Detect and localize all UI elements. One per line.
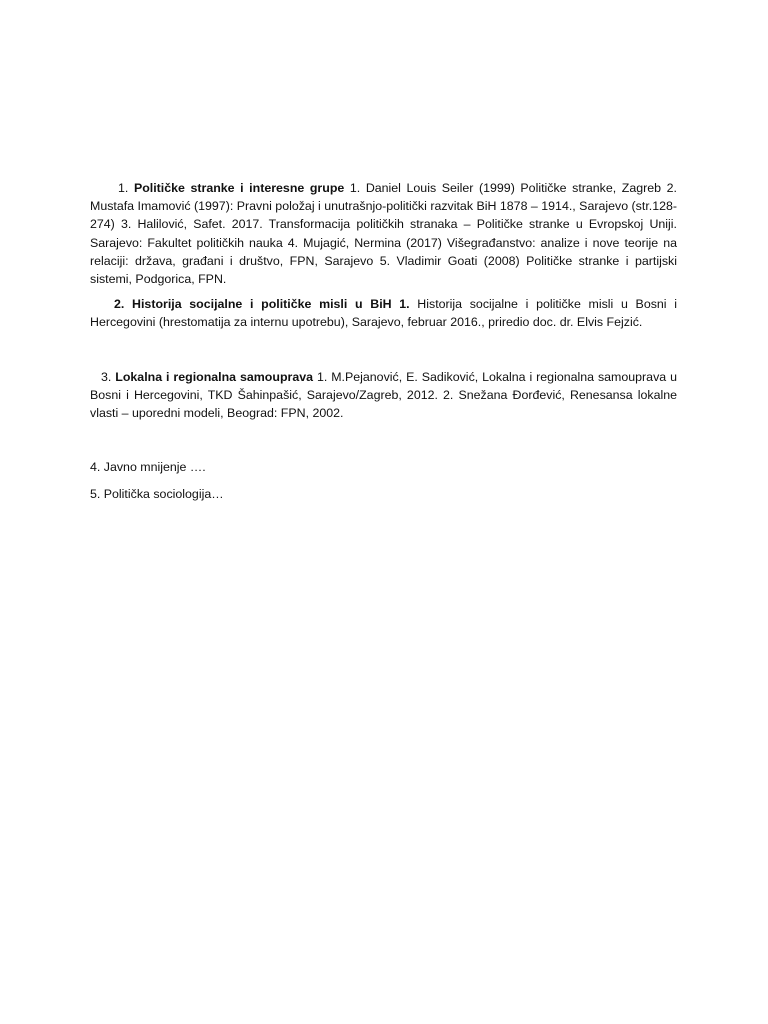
section-1-number: 1. — [118, 181, 129, 195]
section-2-title: Historija socijalne i političke misli u BiH 1. — [132, 297, 410, 312]
section-3-title: Lokalna i regionalna samouprava — [115, 369, 314, 384]
document-content — [90, 179, 677, 504]
section-3-number: 3. — [101, 369, 112, 384]
section-2 — [90, 295, 677, 331]
section-3 — [90, 368, 677, 423]
section-2-body: Historija socijalne i političke misli u Bosni i Hercegovini (hrestomatija za internu upotrebu), Sarajevo, februar 2016., priredio doc. dr. Elvis Fejzić. — [90, 297, 677, 330]
section-4: 4. Javno mnijenje …. — [90, 460, 206, 475]
section-1-title: Političke stranke i interesne grupe — [133, 181, 345, 195]
section-3-body: 1. M.Pejanović, E. Sadiković, Lokalna i regionalna samouprava u Bosni i Hercegovini, TKD Šahinpašić, Sarajevo/Zagreb, 2012. 2. Snežana Đorđević, Renesansa lokalne vlasti – uporedni modeli, Beograd: FPN, 2002. — [90, 369, 677, 421]
section-5: 5. Politička sociologija… — [90, 487, 224, 502]
section-1 — [90, 179, 677, 288]
section-1-body: 1. Daniel Louis Seiler (1999) Političke stranke, Zagreb 2. Mustafa Imamović (1997): Pravni položaj i unutrašnjo-politički razvitak BiH 1878 – 1914., Sarajevo (str.128-274) 3. Halilović, Safet. 2017. Transformacija političkih stranaka – Političke stranke u Evropskoj Uniji. Sarajevo: Fakultet političkih nauka 4. Mujagić, Nermina (2017) Višegrađanstvo: analize i nove teorije na relaciji: država, građani i društvo, FPN, Sarajevo 5. Vladimir Goati (2008) Političke stranke i partijski sistemi, Podgorica, FPN. — [90, 181, 677, 287]
section-2-number: 2. — [114, 297, 125, 312]
